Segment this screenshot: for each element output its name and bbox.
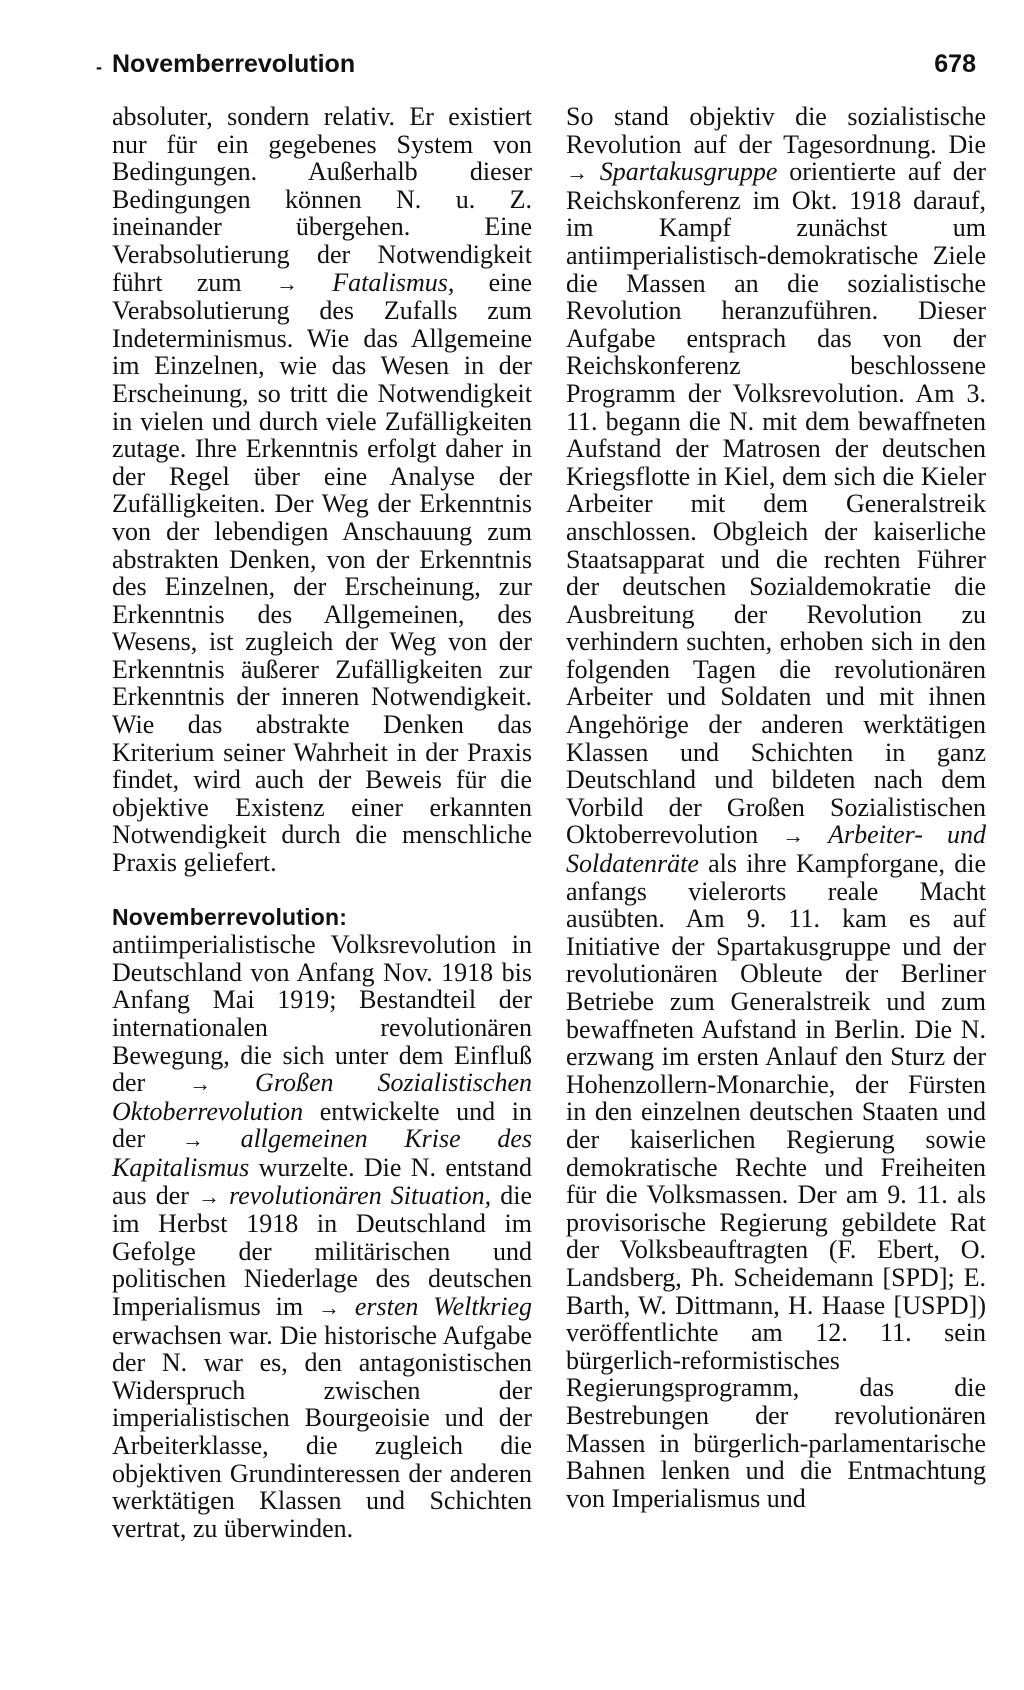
cross-reference-arrow-icon: → [275,270,298,296]
dictionary-entry [112,903,532,1543]
running-head-mark: - [96,57,102,77]
text-run: wurzelte. Die N. entstand aus der [112,1152,532,1210]
text-run: als ihre Kampforgane, die anfangs vielerorts reale Macht ausübten. Am 9. 11. kam es auf Initiative der Spartakusgruppe und der revolutionären Obleute der Berliner Betriebe zum Generalstreik und zum bewaffneten Aufstand in Berlin. Die N. erzwang im ersten Anlauf den Sturz der Hohenzollern-Monarchie, der Fürsten in den einzelnen deutschen Staaten und der kaiserlichen Regierung sowie demokratische Rechte und Freiheiten für die Volksmassen. Der am 9. 11. als provisorische Regierung gebildete Rat der Volksbeauftragten (F. Ebert, O. Landsberg, Ph. Scheidemann [SPD]; E. Barth, W. Dittmann, H. Haase [USPD]) veröffentlichte am 12. 11. sein bürgerlich-reformistisches Regierungsprogramm, das die Bestrebungen der revolutionären Massen in bürgerlich-parlamentarische Bahnen lenken und die Entmachtung von Imperialismus und [566,849,986,1513]
text-run: orientierte auf der Reichskonferenz im Okt. 1918 darauf, im Kampf zunächst um antiimperialistisch-demokratische Ziele die Massen an die sozialistische Revolution heranzuführen. Dieser Aufgabe entsprach das von der Reichskonferenz beschlossene Programm der Volksrevolution. Am 3. 11. begann die N. mit dem bewaffneten Aufstand der Matrosen der deutschen Kriegsflotte in Kiel, dem sich die Kieler Arbeiter mit dem Generalstreik anschlossen. Obgleich der kaiserliche Staatsapparat und die rechten Führer der deutschen Sozialdemokratie die Ausbreitung der Revolution zu verhindern suchten, erhoben sich in den folgenden Tagen die revolutionären Arbeiter und Soldaten und mit ihnen Angehörige der anderen werktätigen Klassen und Schichten in ganz Deutschland und bildeten nach dem Vorbild der Großen Sozialistischen Oktoberrevolution [566,157,987,850]
text-run: eine Verabsolutierung des Zufalls zum Indeterminismus. Wie das Allgemeine im Einzelnen, wie das Wesen in der Erscheinung, so tritt die Notwendigkeit in vielen und durch viele Zufälligkeiten zutage. Ihre Erkenntnis erfolgt daher in der Regel über eine Analyse der Zufälligkeiten. Der Weg der Erkenntnis von der lebendigen Anschauung zum abstrakten Denken, von der Erkenntnis des Einzelnen, der Erscheinung, zur Erkenntnis des Allgemeinen, des Wesens, ist zugleich der Weg von der Erkenntnis äußerer Zufälligkeiten zur Erkenntnis der inneren Notwendigkeit. Wie das abstrakte Denken das Kriterium seiner Wahrheit in der Praxis findet, wird auch der Beweis für die objektive Existenz einer erkannten Notwendigkeit durch die menschliche Praxis geliefert. [112,267,532,878]
right-column [566,103,986,1512]
cross-reference-arrow-icon: → [181,1127,204,1153]
text-run: erwachsen war. Die historische Aufgabe der N. war es, den antagonistischen Widerspruch zwischen der imperialistischen Bourgeoisie und der Arbeiterklasse, die zugleich die objektiven Grundinteressen der anderen werktätigen Klassen und Schichten vertrat, zu überwinden. [112,1320,532,1543]
cross-reference-spartakusgruppe[interactable]: Spartakusgruppe [599,157,778,187]
cross-reference-krise-des-kapitalismus[interactable]: allgemeinen Krise des Kapitalismus [112,1124,533,1182]
text-run: So stand objektiv die sozialistische Revolution auf der Tagesordnung. Die [566,102,986,159]
text-run: entwickelte und in der [112,1096,532,1154]
cross-reference-arrow-icon: → [198,1183,221,1209]
cross-reference-arbeiter-und-soldatenraete[interactable]: Arbeiter- und Soldatenräte [566,820,986,879]
entry-continuation [566,103,986,1512]
text-run: antiimperialistische Volksrevolution in Deutschland von Anfang Nov. 1918 bis Anfang Mai 1919; Bestandteil der internationalen revolutionären Bewegung, die sich unter dem Einfluß der [112,930,532,1098]
cross-reference-fatalismus[interactable]: Fatalismus, [332,267,455,297]
page-number: 678 [934,50,976,78]
cross-reference-erster-weltkrieg[interactable]: ersten Weltkrieg [354,1291,532,1321]
running-head [96,50,976,84]
continued-paragraph [112,103,532,877]
cross-reference-arrow-icon: → [782,823,805,849]
cross-reference-arrow-icon: → [566,160,588,186]
cross-reference-arrow-icon: → [317,1294,340,1320]
running-head-keyword: Novemberrevolution [112,50,356,78]
text-run: absoluter, sondern relativ. Er existiert nur für ein gegebenes System von Bedingungen. Außerhalb dieser Bedingungen können N. u. Z. ineinander übergehen. Eine Verabsolutierung der Notwendigkeit führt zum [112,102,532,297]
left-column [112,103,532,1542]
cross-reference-oktoberrevolution[interactable]: Großen Sozialistischen Oktoberrevolution [112,1068,532,1126]
cross-reference-revolutionaere-situation[interactable]: revolutionären Situation, [229,1180,492,1210]
cross-reference-arrow-icon: → [189,1071,212,1097]
entry-headword: Novemberrevolution: [112,903,348,930]
text-run: die im Herbst 1918 in Deutschland im Gefolge der militärischen und politischen Niederlage des deutschen Imperialismus im [112,1180,533,1321]
